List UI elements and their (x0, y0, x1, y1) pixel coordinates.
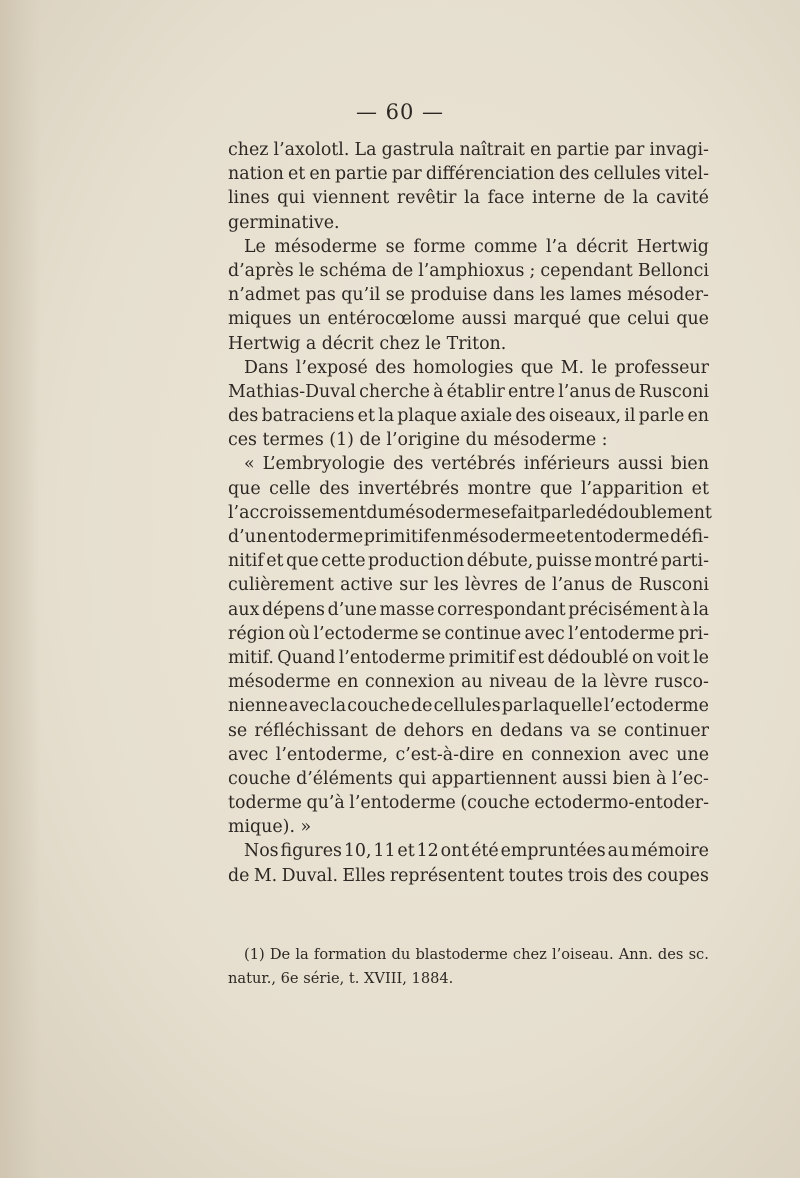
body-text (228, 138, 712, 888)
text-line: n’admet pas qu’il se produise dans les lames mésoder- (228, 285, 709, 306)
footnote-line: natur., 6e série, t. XVIII, 1884. (228, 970, 454, 987)
page-number: — 60 — (355, 100, 445, 124)
text-line: lines qui viennent revêtir la face interne de la cavité (228, 188, 709, 209)
text-line: région où l’ectoderme se continue avec l’entoderme pri- (228, 623, 709, 644)
text-line: Mathias-Duval cherche à établir entre l’anus de Rusconi (228, 381, 709, 402)
text-line: toderme qu’à l’entoderme (couche ectodermo-entoder- (228, 793, 709, 814)
text-line: nitif et que cette production débute, puisse montré parti- (228, 551, 709, 572)
text-line: de M. Duval. Elles représentent toutes trois des coupes (228, 865, 709, 886)
text-line: Le mésoderme se forme comme l’a décrit Hertwig (244, 236, 709, 257)
text-line: couche d’éléments qui appartiennent aussi bien à l’ec- (228, 768, 709, 789)
text-line: germinative. (228, 212, 340, 233)
text-line: mique). » (228, 817, 312, 838)
text-line: des batraciens et la plaque axiale des oiseaux, il parle en (228, 406, 709, 427)
text-line: « L’embryologie des vertébrés inférieurs aussi bien (244, 454, 709, 475)
text-line: que celle des invertébrés montre que l’apparition et (228, 478, 709, 499)
footnote (228, 943, 709, 991)
text-line: Hertwig a décrit chez le Triton. (228, 333, 507, 354)
footnote-line: (1) De la formation du blastoderme chez l’oiseau. Ann. des sc. (244, 946, 709, 963)
page-edge-shadow (0, 0, 40, 1178)
text-line: nienne avec la couche de cellules par laquelle l’ectoderme (228, 696, 709, 717)
text-line: Nos figures 10, 11 et 12 ont été empruntées au mémoire (244, 841, 709, 862)
text-line: d’un entoderme primitif en mésoderme et entoderme défi- (228, 527, 709, 547)
text-line: mitif. Quand l’entoderme primitif est dédoublé on voit le (228, 647, 709, 668)
text-line: l’accroissement du mésoderme se fait par le dédoublement (228, 502, 712, 523)
text-line: Dans l’exposé des homologies que M. le professeur (244, 357, 709, 378)
text-line: se réfléchissant de dehors en dedans va se continuer (228, 720, 709, 741)
text-line: nation et en partie par différenciation des cellules vitel- (228, 164, 709, 185)
text-line: avec l’entoderme, c’est-à-dire en connexion avec une (228, 744, 709, 765)
text-line: ces termes (1) de l’origine du mésoderme : (228, 430, 608, 451)
text-line: aux dépens d’une masse correspondant précisément à la (228, 599, 709, 620)
text-line: chez l’axolotl. La gastrula naîtrait en partie par invagi- (228, 140, 709, 160)
text-line: mésoderme en connexion au niveau de la lèvre rusco- (228, 672, 709, 693)
text-line: miques un entérocœlome aussi marqué que celui que (228, 309, 709, 330)
text-line: d’après le schéma de l’amphioxus ; cependant Bellonci (228, 260, 709, 281)
text-line: culièrement active sur les lèvres de l’anus de Rusconi (228, 575, 709, 596)
